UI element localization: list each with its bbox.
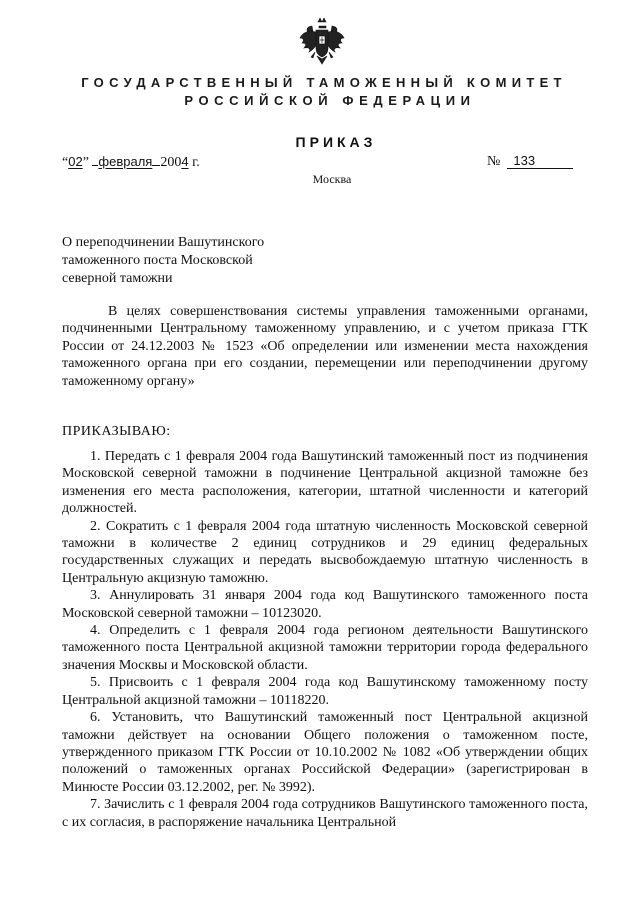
- order-item: 1. Передать с 1 февраля 2004 года Вашутинский таможенный пост из подчинения Московской северной таможни в подчинение Центральной акцизной таможне без изменения его места расположения, категории, штатной численности и категорий должностей.: [62, 449, 588, 517]
- order-directive-word: ПРИКАЗЫВАЮ:: [62, 424, 171, 439]
- order-item: 2. Сократить с 1 февраля 2004 года штатную численность Московской северной таможни в количестве 2 единиц сотрудников и 29 единиц федеральных государственных служащих и передать высвобождаемую штатную численность в Центральную акцизную таможню.: [62, 518, 588, 586]
- date-month: февраля: [98, 154, 153, 169]
- date-day: 02: [68, 154, 83, 169]
- order-item: 3. Аннулировать 31 января 2004 года код Вашутинского таможенного поста Московской северной таможни – 10123020.: [62, 588, 588, 621]
- number-label: №: [487, 154, 501, 169]
- issue-city: Москва: [312, 172, 352, 186]
- double-headed-eagle-emblem-icon: [299, 16, 345, 68]
- date-year-suffix: г.: [192, 155, 200, 170]
- date-close-quote: ”: [82, 155, 89, 170]
- order-number: [487, 153, 573, 170]
- document-type-title: ПРИКАЗ: [295, 134, 377, 150]
- order-date: [62, 153, 200, 171]
- order-items-list: [62, 448, 588, 831]
- organization-name-line-1: ГОСУДАРСТВЕННЫЙ ТАМОЖЕННЫЙ КОМИТЕТ: [81, 75, 567, 90]
- order-item: 5. Присвоить с 1 февраля 2004 года код Вашутинскому таможенному посту Центральной акцизной таможни – 10118220.: [62, 675, 588, 708]
- order-subject: [62, 234, 322, 288]
- date-year-prefix: 200: [160, 155, 182, 170]
- order-item: 7. Зачислить с 1 февраля 2004 года сотрудников Вашутинского таможенного поста, с их согласия, в распоряжение начальника Центральной: [62, 797, 588, 830]
- order-item: 6. Установить, что Вашутинский таможенный пост Центральной акцизной таможни действует на основании Общего положения о таможенном посте, утвержденного приказом ГТК России от 10.10.2002 № 1082 «Об утверждении общих положений о таможенных органах Российской Федерации» (зарегистрирован в Минюсте России 03.12.2002, рег. № 3992).: [62, 710, 588, 795]
- date-year-digit: 4: [181, 154, 189, 169]
- date-open-quote: “: [62, 155, 69, 170]
- subject-line: северной таможни: [62, 271, 173, 286]
- subject-line: таможенного поста Московской: [62, 253, 253, 268]
- preamble-paragraph: В целях совершенствования системы управления таможенными органами, подчиненными Центральному таможенному управлению, и с учетом приказа ГТК России от 24.12.2003 № 1523 «Об определении или изменении места нахождения таможенного органа при его создании, перемещении или переподчинении другому таможенному органу»: [62, 304, 588, 389]
- number-value: 133: [507, 153, 573, 169]
- subject-line: О переподчинении Вашутинского: [62, 235, 265, 250]
- order-item: 4. Определить с 1 февраля 2004 года регионом деятельности Вашутинского таможенного поста Центральной акцизной таможни территории города федерального значения Москвы и Московской области.: [62, 623, 588, 673]
- organization-name-line-2: РОССИЙСКОЙ ФЕДЕРАЦИИ: [184, 93, 476, 108]
